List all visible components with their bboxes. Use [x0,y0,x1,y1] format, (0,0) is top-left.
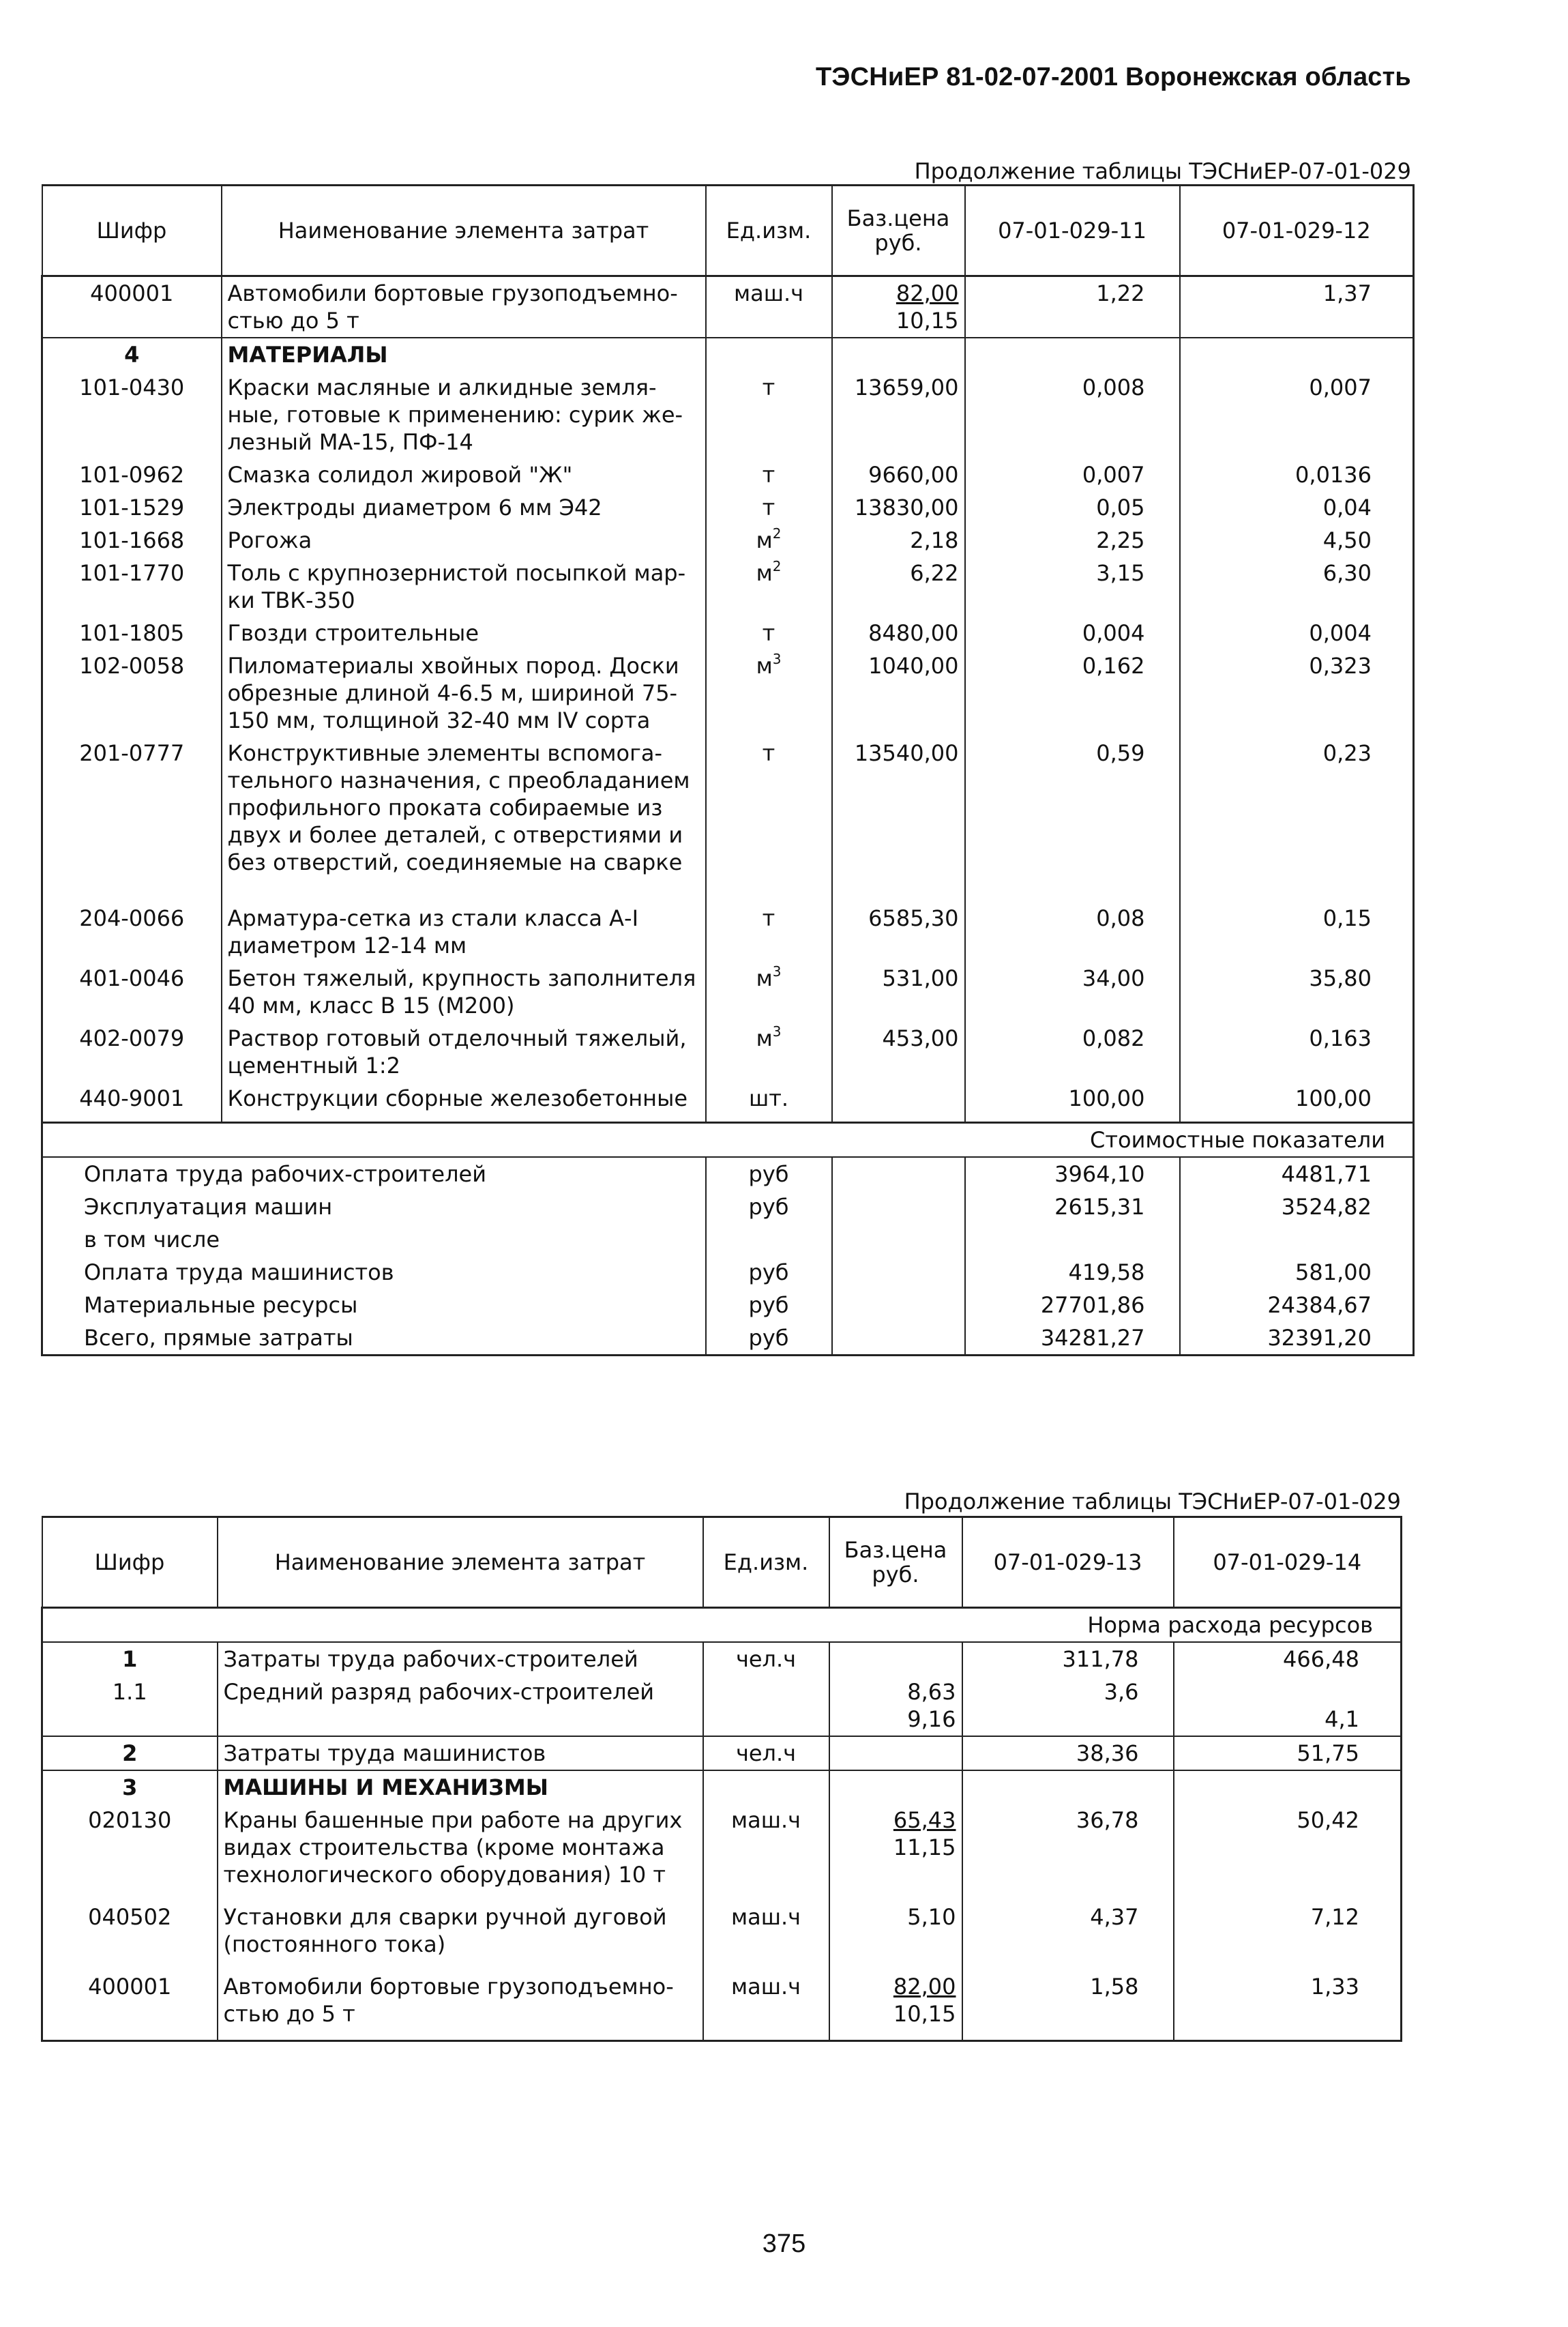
row-name: Раствор готовый отделочный тяжелый, цементный 1:2 [222,1022,706,1082]
row-name: Арматура-сетка из стали класса А-I диаметром 12-14 мм [222,902,706,962]
row-base-price: 531,00 [832,962,965,1022]
row-code: 2 [42,1736,218,1770]
row-name: Автомобили бортовые грузоподъемно-стью до 5 т [218,1970,703,2041]
row-base-price: 8480,00 [832,617,965,649]
row-value-b: 0,0136 [1180,458,1414,491]
row-unit [706,458,832,491]
col-header-unit: Ед.изм. [706,186,832,276]
row-base-price-1: 82,00 [896,280,959,306]
row-unit-exponent: 2 [772,525,782,542]
summary-value-b: 4481,71 [1180,1157,1414,1190]
row-value-a: 0,05 [965,491,1180,524]
row-unit: маш.ч [703,1804,829,1901]
row-code: 201-0777 [42,737,222,902]
row-code: 440-9001 [42,1082,222,1123]
col-header-base-line1: Баз.цена [844,1537,947,1563]
row-code: 101-0430 [42,371,222,458]
row-name: Бетон тяжелый, крупность заполнителя 40 мм, класс В 15 (М200) [222,962,706,1022]
row-unit-text: т [762,905,775,931]
table-row [42,557,1414,617]
row-code: 101-1805 [42,617,222,649]
col-header-unit: Ед.изм. [703,1517,829,1608]
cost-indicators-label: Стоимостные показатели [42,1123,1414,1158]
section-code: 3 [42,1770,218,1804]
row-base-price-2: 10,15 [893,2001,956,2027]
col-header-base-line1: Баз.цена [846,205,950,231]
table1-header-row [42,186,1414,276]
row-value-a: 4,37 [962,1901,1174,1970]
row-value-a: 3,15 [965,557,1180,617]
row-base-price: 9660,00 [832,458,965,491]
summary-label: в том числе [42,1223,706,1256]
row-code: 1 [42,1642,218,1675]
summary-row [42,1223,1414,1256]
summary-empty [832,1289,965,1321]
row-code: 1.1 [42,1675,218,1736]
table-row [42,617,1414,649]
row-unit: чел.ч [703,1642,829,1675]
summary-row [42,1157,1414,1190]
table-row [42,1804,1402,1901]
col-header-a: 07-01-029-13 [962,1517,1174,1608]
summary-label: Всего, прямые затраты [42,1321,706,1356]
section-row-materials [42,338,1414,371]
row-value-b: 7,12 [1174,1901,1402,1970]
row-name: Рогожа [222,524,706,557]
row-base-price-1: 82,00 [893,1974,956,2000]
row-base-price: 453,00 [832,1022,965,1082]
row-unit [706,617,832,649]
row-code: 401-0046 [42,962,222,1022]
row-unit-text: т [762,620,775,646]
row-unit-text: м [756,527,773,553]
row-unit-text: т [762,375,775,400]
table-row [42,962,1414,1022]
row-unit [706,491,832,524]
row-value-a: 0,08 [965,902,1180,962]
row-code: 400001 [42,276,222,338]
summary-value-a: 2615,31 [965,1190,1180,1223]
row-code: 400001 [42,1970,218,2041]
row-code: 402-0079 [42,1022,222,1082]
row-name: Толь с крупнозернистой посыпкой мар-ки ТВК-350 [222,557,706,617]
row-value-a: 0,004 [965,617,1180,649]
row-value-b: 466,48 [1174,1642,1402,1675]
row-value-a: 1,58 [962,1970,1174,2041]
summary-unit: руб [706,1289,832,1321]
row-value-b: 1,33 [1174,1970,1402,2041]
row-name: Затраты труда рабочих-строителей [218,1642,703,1675]
cost-indicators-band [42,1123,1414,1158]
table-row [42,491,1414,524]
row-value-b: 100,00 [1180,1082,1414,1123]
table-row [42,902,1414,962]
row-base-price-2: 9,16 [907,1706,956,1732]
summary-label: Оплата труда машинистов [42,1256,706,1289]
row-value-b: 0,23 [1180,737,1414,902]
row-unit: маш.ч [703,1970,829,2041]
table2-continuation-caption: Продолжение таблицы ТЭСНиЕР-07-01-029 [904,1489,1401,1514]
row-unit [706,524,832,557]
col-header-b: 07-01-029-12 [1180,186,1414,276]
section-name: МАТЕРИАЛЫ [222,338,706,371]
summary-row [42,1321,1414,1356]
row-unit [706,962,832,1022]
summary-unit: руб [706,1256,832,1289]
summary-value-b: 24384,67 [1180,1289,1414,1321]
section-code: 4 [42,338,222,371]
summary-value-a: 419,58 [965,1256,1180,1289]
page-header-title: ТЭСНиЕР 81-02-07-2001 Воронежская область [815,63,1411,91]
row-value-a: 0,007 [965,458,1180,491]
col-header-code: Шифр [42,186,222,276]
row-name: Установки для сварки ручной дуговой (постоянного тока) [218,1901,703,1970]
table-row [42,649,1414,737]
row-value-a: 100,00 [965,1082,1180,1123]
row-base-price [829,1675,962,1736]
summary-value-a: 34281,27 [965,1321,1180,1356]
row-base-price-1: 8,63 [907,1679,956,1705]
row-unit-exponent: 3 [772,963,782,980]
row-value-a: 2,25 [965,524,1180,557]
summary-value-a: 27701,86 [965,1289,1180,1321]
row-name: Средний разряд рабочих-строителей [218,1675,703,1736]
table-row [42,1736,1402,1770]
col-header-code: Шифр [42,1517,218,1608]
table-row [42,1675,1402,1736]
col-header-a: 07-01-029-11 [965,186,1180,276]
row-code: 040502 [42,1901,218,1970]
summary-unit: руб [706,1157,832,1190]
row-code: 101-1770 [42,557,222,617]
col-header-base-price [832,186,965,276]
row-name: Гвозди строительные [222,617,706,649]
row-base-price [832,276,965,338]
row-unit [706,902,832,962]
row-value-b: 6,30 [1180,557,1414,617]
row-base-price-2: 11,15 [893,1834,956,1860]
row-value-b-text: 4,1 [1325,1706,1359,1732]
col-header-name: Наименование элемента затрат [218,1517,703,1608]
summary-empty [832,1256,965,1289]
col-header-base-line2: руб. [872,1562,919,1587]
row-name: Смазка солидол жировой "Ж" [222,458,706,491]
row-unit-text: м [756,560,773,586]
row-unit [706,371,832,458]
row-base-price: 2,18 [832,524,965,557]
row-unit-text: м [756,965,773,991]
summary-row [42,1289,1414,1321]
row-code: 204-0066 [42,902,222,962]
row-value-a: 0,082 [965,1022,1180,1082]
col-header-base-price [829,1517,962,1608]
table1 [41,184,1415,1356]
row-code: 101-1529 [42,491,222,524]
table-row [42,1022,1414,1082]
summary-unit: руб [706,1190,832,1223]
row-base-price [829,1804,962,1901]
row-base-price-1: 65,43 [893,1807,956,1833]
row-value-b: 4,50 [1180,524,1414,557]
row-name: Краны башенные при работе на других видах строительства (кроме монтажа технологического оборудования) 10 т [218,1804,703,1901]
col-header-name: Наименование элемента затрат [222,186,706,276]
row-unit [706,557,832,617]
row-name: Электроды диаметром 6 мм Э42 [222,491,706,524]
summary-row [42,1256,1414,1289]
table1-continuation-caption: Продолжение таблицы ТЭСНиЕР-07-01-029 [914,158,1411,184]
row-unit-exponent: 2 [772,558,782,574]
section-row-machines [42,1770,1402,1804]
row-unit [706,1022,832,1082]
row-value-b: 0,15 [1180,902,1414,962]
table-row [42,737,1414,902]
row-unit: маш.ч [706,276,832,338]
summary-unit [706,1223,832,1256]
row-unit-text: т [762,462,775,488]
row-unit-text: м [756,653,773,679]
summary-value-b: 581,00 [1180,1256,1414,1289]
row-name: Автомобили бортовые грузоподъемно-стью до 5 т [222,276,706,338]
summary-label: Эксплуатация машин [42,1190,706,1223]
summary-empty [832,1223,965,1256]
row-base-price: 6,22 [832,557,965,617]
row-base-price: 13540,00 [832,737,965,902]
summary-unit: руб [706,1321,832,1356]
row-unit-text: т [762,740,775,766]
row-unit [706,1082,832,1123]
row-name: Краски масляные и алкидные земля-ные, готовые к применению: сурик же-лезный МА-15, ПФ-14 [222,371,706,458]
row-name: Конструкции сборные железобетонные [222,1082,706,1123]
row-value-b: 0,323 [1180,649,1414,737]
summary-value-b: 3524,82 [1180,1190,1414,1223]
row-code: 020130 [42,1804,218,1901]
row-value-b: 0,04 [1180,491,1414,524]
row-value-b: 0,163 [1180,1022,1414,1082]
row-value-b: 50,42 [1174,1804,1402,1901]
row-value-a: 1,22 [965,276,1180,338]
table-row [42,524,1414,557]
row-base-price [832,1082,965,1123]
table-row [42,458,1414,491]
row-value-a: 36,78 [962,1804,1174,1901]
row-base-price: 1040,00 [832,649,965,737]
row-base-price-1: 5,10 [907,1904,956,1930]
row-base-price [829,1901,962,1970]
row-value-b: 0,004 [1180,617,1414,649]
row-unit [706,737,832,902]
materials-list [42,371,1414,1123]
row-value-a: 0,008 [965,371,1180,458]
row-name: Конструктивные элементы вспомога-тельного назначения, с преобладанием профильного проката собираемые из двух и более деталей, с отверстиями и без отверстий, соединяемые на сварке [222,737,706,902]
summary-value-b [1180,1223,1414,1256]
row-unit: чел.ч [703,1736,829,1770]
summary-row [42,1190,1414,1223]
table-row [42,1642,1402,1675]
row-unit-exponent: 3 [772,651,782,667]
summary-label: Оплата труда рабочих-строителей [42,1157,706,1190]
row-base-price-2: 10,15 [896,308,959,334]
row-unit-text: м [756,1025,773,1051]
summary-empty [832,1321,965,1356]
summary-value-b: 32391,20 [1180,1321,1414,1356]
row-value-a: 3,6 [962,1675,1174,1736]
row-base-price: 6585,30 [832,902,965,962]
row-base-price [829,1970,962,2041]
row-unit-text: т [762,495,775,521]
row-unit: маш.ч [703,1901,829,1970]
row-value-b [1174,1675,1402,1736]
col-header-base-line2: руб. [874,230,922,256]
summary-empty [832,1157,965,1190]
resource-norm-label: Норма расхода ресурсов [42,1608,1402,1643]
row-value-a: 38,36 [962,1736,1174,1770]
row-base-price: 13830,00 [832,491,965,524]
table-row [42,276,1414,338]
summary-list [42,1157,1414,1356]
row-value-b: 35,80 [1180,962,1414,1022]
row-code: 102-0058 [42,649,222,737]
table-row [42,371,1414,458]
section-name: МАШИНЫ И МЕХАНИЗМЫ [218,1770,703,1804]
table-row [42,1901,1402,1970]
table2-header-row [42,1517,1402,1608]
row-value-b: 51,75 [1174,1736,1402,1770]
resource-norm-band [42,1608,1402,1643]
summary-label: Материальные ресурсы [42,1289,706,1321]
summary-empty [832,1190,965,1223]
row-value-b: 1,37 [1180,276,1414,338]
row-unit-text: шт. [748,1085,789,1111]
col-header-b: 07-01-029-14 [1174,1517,1402,1608]
table2 [41,1516,1402,2042]
summary-value-a [965,1223,1180,1256]
table-row [42,1970,1402,2041]
row-value-b: 0,007 [1180,371,1414,458]
row-unit [706,649,832,737]
row-base-price: 13659,00 [832,371,965,458]
row-value-a: 0,59 [965,737,1180,902]
summary-value-a: 3964,10 [965,1157,1180,1190]
machines-list [42,1804,1402,2041]
page-number: 375 [762,2229,806,2258]
row-value-a: 0,162 [965,649,1180,737]
row-unit-exponent: 3 [772,1023,782,1040]
row-code: 101-1668 [42,524,222,557]
row-name: Затраты труда машинистов [218,1736,703,1770]
table-row [42,1082,1414,1123]
row-value-a: 311,78 [962,1642,1174,1675]
row-code: 101-0962 [42,458,222,491]
row-name: Пиломатериалы хвойных пород. Доски обрезные длиной 4-6.5 м, шириной 75-150 мм, толщиной 32-40 мм IV сорта [222,649,706,737]
row-value-a: 34,00 [965,962,1180,1022]
